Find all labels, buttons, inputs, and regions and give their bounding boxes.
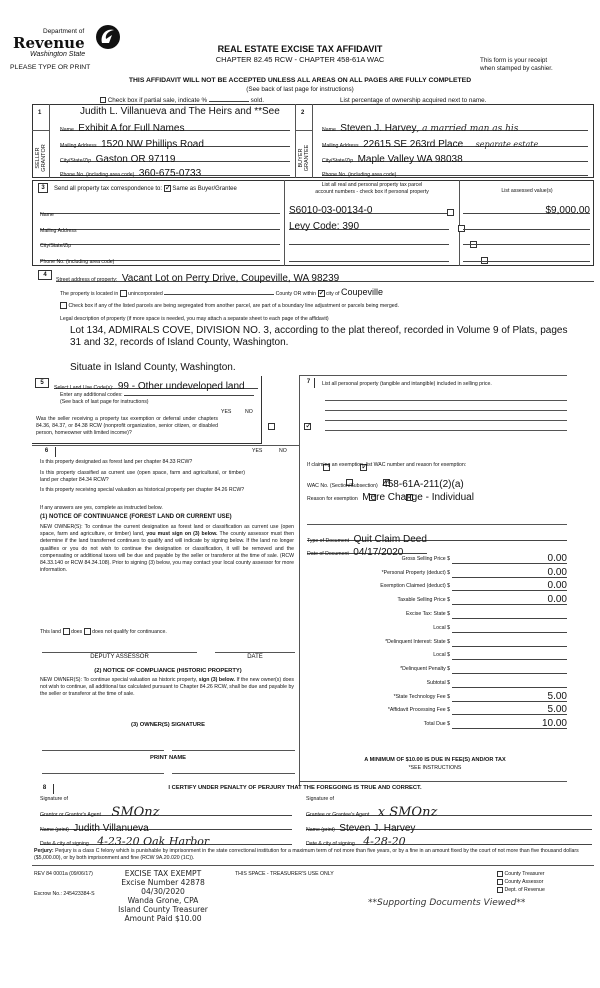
- partial-sale-row: [100, 97, 264, 104]
- grantor-date-value: 4-23-20 Oak Harbor: [97, 835, 210, 848]
- stamp-line: Wanda Grone, CPA: [127, 896, 199, 905]
- fee-label: Subtotal $: [426, 680, 450, 686]
- partial-percent-field[interactable]: [209, 101, 249, 102]
- perjury-label: Perjury:: [34, 848, 54, 854]
- grantee-name-field[interactable]: [306, 818, 592, 834]
- divider: [32, 865, 594, 866]
- legal-line-3: Situate in Island County, Washington.: [70, 362, 236, 373]
- notice-2-text-b: If the new owner(s) does not wish to continue, all additional tax calculated pursuant to Chapter 84.26 RCW, shall be due and payable by the seller or transferor at the time of sale.: [40, 677, 294, 698]
- forest-question: Is this property designated as forest land per chapter 84.33 RCW?: [40, 459, 193, 465]
- does-not-label: does not qualify for continuance.: [92, 628, 167, 635]
- buyer-grantee-label: [296, 138, 312, 178]
- additional-codes-row: [60, 392, 254, 398]
- parcel-row[interactable]: [289, 200, 449, 214]
- exemption-question: Was the seller receiving a property tax exemption or deferral under chapters 84.36, 84.37, or 84.38 RCW (nonprofit organization, senior citizen, or disabled person, homeowner with limited income)?: [36, 416, 218, 436]
- deputy-assessor-label: DEPUTY ASSESSOR: [90, 654, 149, 660]
- buyer-phone-field[interactable]: [322, 163, 588, 176]
- wac-label: WAC No. (Section/Subsection): [307, 483, 378, 489]
- doc-type-field[interactable]: [307, 529, 567, 545]
- see-back-note: (See back of last page for instructions): [60, 399, 149, 405]
- owner-signature-line[interactable]: [172, 750, 295, 751]
- name-label: Name: [322, 127, 336, 133]
- grantor-sig-label-1: Signature of: [40, 796, 68, 802]
- name-label: Name: [60, 127, 74, 133]
- fee-value[interactable]: [452, 649, 567, 660]
- fee-value[interactable]: [452, 608, 567, 619]
- rev-number: REV 84 0001a (09/06/17): [34, 871, 93, 877]
- parcel-number: Levy Code: 390: [289, 221, 360, 232]
- exemption-yes-checkbox[interactable]: [268, 423, 275, 430]
- date-city-label: Date & city of signing: [306, 841, 355, 847]
- assessed-header: List assessed value(s): [501, 188, 553, 194]
- logo-state: Washington State: [30, 51, 86, 58]
- fee-value[interactable]: [452, 677, 567, 688]
- street-address-field[interactable]: [56, 268, 594, 282]
- seller-city-value: Gaston OR 97119: [95, 154, 176, 165]
- assessor-date-line[interactable]: [215, 652, 295, 653]
- same-as-buyer-checkbox[interactable]: [164, 185, 171, 192]
- corr-phone-field[interactable]: [40, 250, 280, 265]
- receipt-note-1: This form is your receipt: [480, 57, 548, 64]
- stamp-line: Amount Paid $10.00: [124, 914, 202, 923]
- same-as-label: Same as Buyer/Grantee: [172, 186, 237, 193]
- current-use-question: Is this property classified as current use (open space, farm and agricultural, or timber) land per chapter 84.34 RCW?: [40, 470, 245, 483]
- city-label: City/State/Zip: [60, 158, 92, 164]
- fee-value[interactable]: [452, 622, 567, 633]
- fee-label: Taxable Selling Price $: [397, 597, 450, 603]
- doc-date-value: 04/17/2020: [353, 547, 404, 558]
- grantor-label: GRANTOR: [41, 144, 47, 172]
- name-print-label: Name (print): [306, 827, 335, 833]
- corr-name-field[interactable]: [40, 203, 280, 218]
- print-name-line[interactable]: [42, 773, 164, 774]
- city-of-value: Coupeville: [340, 287, 383, 297]
- grantor-date-field[interactable]: [40, 832, 292, 848]
- historic-question: Is this property receiving special valuation as historical property per chapter 84.26 RCW?: [40, 487, 245, 493]
- parcel-row[interactable]: [289, 250, 449, 262]
- seller-name-line1[interactable]: Judith L. Villanueva and The Heirs and **See: [80, 106, 280, 117]
- buyer-city-field[interactable]: [322, 149, 588, 165]
- segregated-checkbox[interactable]: [60, 302, 67, 309]
- fee-value[interactable]: 0.00: [452, 553, 567, 564]
- send-correspondence-row: [54, 185, 237, 192]
- section-2-number: 2: [301, 110, 305, 116]
- personal-property-line[interactable]: [325, 430, 567, 431]
- mailing-label: Mailing Address: [322, 143, 359, 149]
- partial-sale-checkbox[interactable]: [100, 97, 106, 103]
- personal-property-line[interactable]: [325, 420, 567, 421]
- legal-label: Legal description of property (if more space is needed, you may attach a separate sheet to each page of the affidavit): [60, 316, 329, 322]
- fee-label: *Personal Property (deduct) $: [381, 570, 450, 576]
- no-header: NO: [245, 409, 253, 415]
- notice-1-bold: you must sign on (3) below.: [146, 531, 218, 538]
- deputy-assessor-line[interactable]: [42, 652, 197, 653]
- mailing-label: Mailing Address: [40, 228, 77, 234]
- section-3-number: 3: [38, 183, 48, 193]
- treasurer-use-label: THIS SPACE - TREASURER'S USE ONLY: [235, 871, 334, 877]
- divider: [295, 130, 312, 131]
- personal-property-line[interactable]: [325, 410, 567, 411]
- grantor-name-value: Judith Villanueva: [73, 823, 149, 834]
- wac-value: 458-61A-211(2)(a): [382, 479, 464, 490]
- please-type: PLEASE TYPE OR PRINT: [10, 64, 91, 71]
- divider: [307, 524, 567, 525]
- print-name-label: PRINT NAME: [149, 755, 187, 761]
- assessed-value-field[interactable]: [463, 200, 590, 214]
- owner-signature-title: (3) OWNER(S) SIGNATURE: [131, 722, 205, 728]
- certify-statement: I CERTIFY UNDER PENALTY OF PERJURY THAT THE FOREGOING IS TRUE AND CORRECT.: [168, 785, 422, 791]
- section-4-number: 4: [38, 270, 52, 280]
- fee-value[interactable]: 5.00: [452, 691, 567, 702]
- divider: [312, 104, 313, 178]
- city-of-label: city of: [325, 291, 340, 297]
- minimum-note: A MINIMUM OF $10.00 IS DUE IN FEE(S) AND/OR TAX: [364, 757, 506, 763]
- treasurer-stamp: [108, 869, 218, 923]
- grantee-name-value: Steven J. Harvey: [339, 823, 416, 834]
- notice-2-bold: sign (3) below.: [198, 677, 235, 683]
- copy-label: County Treasurer: [504, 871, 545, 877]
- grantee-label: GRANTEE: [304, 144, 310, 172]
- name-print-label: Name (print): [40, 827, 69, 833]
- fee-label: Local $: [433, 625, 450, 631]
- legal-line-2: 31 and 32, records of Island County, Washington.: [70, 337, 289, 348]
- phone-label: Phone No. (including area code): [322, 172, 397, 178]
- notice-2-text: [40, 677, 294, 699]
- personal-property-label: List all personal property (tangible and intangible) included in selling price.: [322, 381, 492, 387]
- copy-label: County Assessor: [504, 879, 544, 885]
- notice-2-title: (2) NOTICE OF COMPLIANCE (HISTORIC PROPERTY): [94, 668, 242, 674]
- section-8-number: 8: [36, 784, 54, 794]
- grantor-sig-label-2: Grantor or Grantor's Agent: [40, 812, 101, 818]
- doc-type-value: Quit Claim Deed: [353, 534, 427, 545]
- send-label: Send all property tax correspondence to:: [54, 186, 163, 193]
- fee-value[interactable]: 0.00: [452, 567, 567, 578]
- name-label: Name: [40, 212, 54, 218]
- additional-codes-label: Enter any additional codes:: [60, 392, 123, 398]
- fee-label: Exemption Claimed (deduct) $: [380, 583, 450, 589]
- unincorporated-label: unincorporated: [128, 291, 163, 297]
- reason-row[interactable]: [307, 487, 474, 505]
- dept-revenue-checkbox[interactable]: [497, 887, 503, 893]
- fee-label: Total Due $: [423, 721, 450, 727]
- fee-label: Excise Tax: State $: [405, 611, 450, 617]
- city-label: City/State/Zip: [40, 243, 72, 249]
- exemption-no-checkbox[interactable]: [304, 423, 311, 430]
- seller-phone-value: 360-675-0733: [138, 168, 202, 179]
- grantee-sig-label-1: Signature of: [306, 796, 334, 802]
- county-treasurer-checkbox[interactable]: [497, 871, 503, 877]
- fee-value[interactable]: [452, 663, 567, 674]
- owner-signature-line[interactable]: [42, 750, 164, 751]
- fee-value[interactable]: 0.00: [452, 580, 567, 591]
- stamp-line: Island County Treasurer: [118, 905, 208, 914]
- grantor-signature-field[interactable]: [40, 803, 292, 820]
- unincorporated-checkbox[interactable]: [120, 290, 127, 297]
- fee-label: *Affidavit Processing Fee $: [387, 707, 450, 713]
- copy-distribution: [497, 870, 545, 894]
- street-label: Street address of property:: [56, 277, 118, 283]
- notice-1-text-b: The county assessor must then determine if the land transferred continues to qualify and will indicate by signing below. If the land no longer qualifies or you do not wish to continue the designation or classification, it will be removed and the compensating or additional taxes will be due and payable by the seller or transferor at the time of sale. (RCW 84.33.140 or RCW 84.34.108). Prior to signing (3) below, you may contact your local county assessor for more information.: [40, 531, 294, 574]
- sold-label: sold.: [250, 97, 264, 104]
- supporting-docs-note: **Supporting Documents Viewed**: [368, 898, 526, 908]
- grantee-date-value: 4-28-20: [363, 835, 406, 848]
- section-1-number: 1: [38, 110, 42, 116]
- reason-label: Reason for exemption: [307, 496, 358, 502]
- fee-label: Local $: [433, 652, 450, 658]
- no-header: NO: [279, 448, 287, 454]
- segregated-label: Check box if any of the listed parcels are being segregated from another parcel, are part of a boundary line adjustment or parcels being merged.: [68, 302, 399, 309]
- phone-label: Phone No. (including area code): [40, 259, 115, 265]
- date-label: DATE: [247, 654, 263, 660]
- land-use-label: Select Land Use Code(s):: [54, 385, 114, 391]
- parcel-header-1: List all real and personal property tax parcel: [321, 182, 423, 188]
- if-yes-note: If any answers are yes, complete as instructed below.: [40, 505, 163, 511]
- dor-logo: [10, 20, 130, 70]
- divider: [32, 445, 299, 446]
- partial-sale-label: Check box if partial sale, indicate %: [107, 97, 208, 104]
- grantor-name-field[interactable]: [40, 818, 292, 834]
- form-subtitle: CHAPTER 82.45 RCW - CHAPTER 458-61A WAC: [215, 55, 385, 64]
- date-city-label: Date & city of signing: [40, 841, 89, 847]
- stamp-line: EXCISE TAX EXEMPT: [124, 869, 202, 878]
- reason-value: Mere Change - Individual: [362, 492, 474, 503]
- buyer-name-value: Steven J. Harvey: [340, 123, 417, 134]
- logo-revenue: Revenue: [13, 34, 85, 52]
- receipt-note-2: when stamped by cashier.: [480, 65, 553, 72]
- buyer-city-value: Maple Valley WA 98038: [357, 154, 463, 165]
- claim-exemption-label: If claiming an exemption, list WAC number and reason for exemption:: [307, 462, 467, 468]
- does-label: does: [70, 628, 83, 635]
- fee-value[interactable]: 0.00: [452, 594, 567, 605]
- corr-city-field[interactable]: [40, 234, 280, 249]
- land-use-field[interactable]: [54, 376, 258, 392]
- buyer-label: BUYER: [298, 148, 304, 168]
- doc-date-label: Date of Document: [307, 551, 349, 557]
- buyer-mailing-field[interactable]: [322, 134, 588, 150]
- assessed-value-field[interactable]: [463, 233, 590, 245]
- buyer-name-field[interactable]: [322, 118, 588, 134]
- grantee-signature: x SMOnz: [377, 805, 438, 820]
- parcel-row[interactable]: [289, 233, 449, 245]
- assessed-value-field[interactable]: [463, 250, 590, 262]
- grantee-signature-field[interactable]: [306, 803, 592, 820]
- section-6-number: 6: [38, 447, 56, 457]
- form-title: REAL ESTATE EXCISE TAX AFFIDAVIT: [217, 44, 383, 54]
- fee-label: Gross Selling Price $: [401, 556, 450, 562]
- fee-label: *Delinquent Interest: State $: [385, 639, 450, 645]
- stamp-line: Excise Number 42878: [121, 878, 205, 887]
- notice-1-text-a: NEW OWNER(S): To continue the current designation as forest land or classification as current use (open space, farm and agriculture, or timber) land,: [40, 524, 294, 538]
- assessed-value-field[interactable]: [463, 216, 590, 230]
- does-qualify-checkbox[interactable]: [63, 628, 70, 635]
- instructions-note: (See back of last page for instructions): [246, 86, 354, 93]
- city-checkbox[interactable]: [318, 290, 325, 297]
- county-field[interactable]: [164, 294, 274, 295]
- buyer-name-handwritten: , a married man as his: [416, 124, 519, 134]
- seller-mailing-value: 1520 NW Phillips Road: [101, 139, 204, 150]
- notice-1-title: (1) NOTICE OF CONTINUANCE (FOREST LAND OR CURRENT USE): [40, 514, 232, 520]
- stamp-line: 04/30/2020: [141, 887, 185, 896]
- grantee-date-field[interactable]: [306, 832, 592, 848]
- doc-type-label: Type of Document: [307, 538, 350, 544]
- section-7-number: 7: [303, 378, 315, 388]
- parcel-row[interactable]: [289, 216, 449, 230]
- phone-label: Phone No. (including area code): [60, 172, 135, 178]
- assessed-value: $9,000.00: [545, 205, 590, 216]
- corr-mailing-field[interactable]: [40, 219, 280, 234]
- county-assessor-checkbox[interactable]: [497, 879, 503, 885]
- ownership-note: List percentage of ownership acquired next to name.: [340, 97, 487, 104]
- print-name-line[interactable]: [172, 773, 295, 774]
- seller-city-field[interactable]: [60, 149, 290, 165]
- fee-value[interactable]: [452, 636, 567, 647]
- fee-label: *State Technology Fee $: [393, 694, 450, 700]
- city-label: City/State/Zip: [322, 158, 354, 164]
- escrow-number: Escrow No.: 245423384-S: [34, 891, 95, 897]
- parcel-number: S6010-03-00134-0: [289, 205, 373, 216]
- logo-dept-of: Department of: [43, 28, 85, 35]
- doc-date-field[interactable]: [307, 542, 427, 558]
- divider: [299, 375, 567, 376]
- see-instructions: *SEE INSTRUCTIONS: [408, 765, 462, 771]
- personal-property-line[interactable]: [325, 400, 567, 401]
- perjury-notice: [34, 848, 594, 862]
- does-not-qualify-checkbox[interactable]: [84, 628, 91, 635]
- notice-2-text-a: NEW OWNER(S): To continue special valuation as historic property,: [40, 677, 198, 683]
- divider: [299, 781, 567, 782]
- grantee-sig-label-2: Grantee or Grantee's Agent: [306, 812, 370, 818]
- yes-header: YES: [221, 409, 232, 415]
- located-label: The property is located in: [60, 291, 119, 297]
- street-value: Vacant Lot on Perry Drive, Coupeville, WA 98239: [121, 273, 340, 284]
- buyer-mailing-handwritten: separate estate: [475, 140, 539, 149]
- seller-grantor-label: [33, 138, 49, 178]
- location-row: [60, 287, 383, 297]
- grantor-signature: SMOnz: [111, 805, 160, 820]
- fee-value[interactable]: 10.00: [452, 718, 567, 729]
- buyer-mailing-value: 22615 SE 263rd Place: [363, 139, 464, 150]
- segregated-row: [60, 302, 399, 309]
- perjury-text: Perjury is a class C felony which is punishable by imprisonment in the state correctional institution for a maximum term of not more than five years, or by a fine in an amount fixed by the court of not more than five thousand dollars ($5,000.00), or by both imprisonment and fine (RCW 9A.20.020 (1C)).: [34, 848, 579, 861]
- seller-name-field[interactable]: [60, 118, 290, 134]
- section-5-number: 5: [35, 378, 49, 388]
- county-label: County OR within: [275, 291, 317, 297]
- fee-value[interactable]: 5.00: [452, 704, 567, 715]
- parcel-header-2: account numbers - check box if personal property: [315, 189, 429, 195]
- copy-label: Dept. of Revenue: [504, 887, 545, 893]
- divider: [32, 130, 49, 131]
- notice-1-text: [40, 524, 294, 574]
- additional-codes-field[interactable]: [124, 395, 254, 396]
- mailing-label: Mailing Address: [60, 143, 97, 149]
- warning-banner: THIS AFFIDAVIT WILL NOT BE ACCEPTED UNLESS ALL AREAS ON ALL PAGES ARE FULLY COMPLETED: [128, 77, 472, 84]
- seller-name-line2: Exhibit A for Full Names: [78, 123, 185, 134]
- seller-mailing-field[interactable]: [60, 134, 290, 150]
- this-land-label: This land: [40, 628, 62, 635]
- land-use-value: 99 - Other undeveloped land: [117, 381, 245, 392]
- seller-label: SELLER: [35, 147, 41, 169]
- legal-line-1: Lot 134, ADMIRALS COVE, DIVISION NO. 3, according to the plat thereof, recorded in Volume 9 of Plats, pages: [70, 325, 568, 336]
- parcel-header: [285, 182, 459, 196]
- divider: [49, 104, 50, 178]
- dor-swirl-icon: [94, 23, 122, 51]
- fee-label: *Delinquent Penalty $: [400, 666, 450, 672]
- continuance-row: [40, 628, 167, 635]
- yes-header: YES: [252, 448, 263, 454]
- seller-phone-field[interactable]: [60, 163, 290, 179]
